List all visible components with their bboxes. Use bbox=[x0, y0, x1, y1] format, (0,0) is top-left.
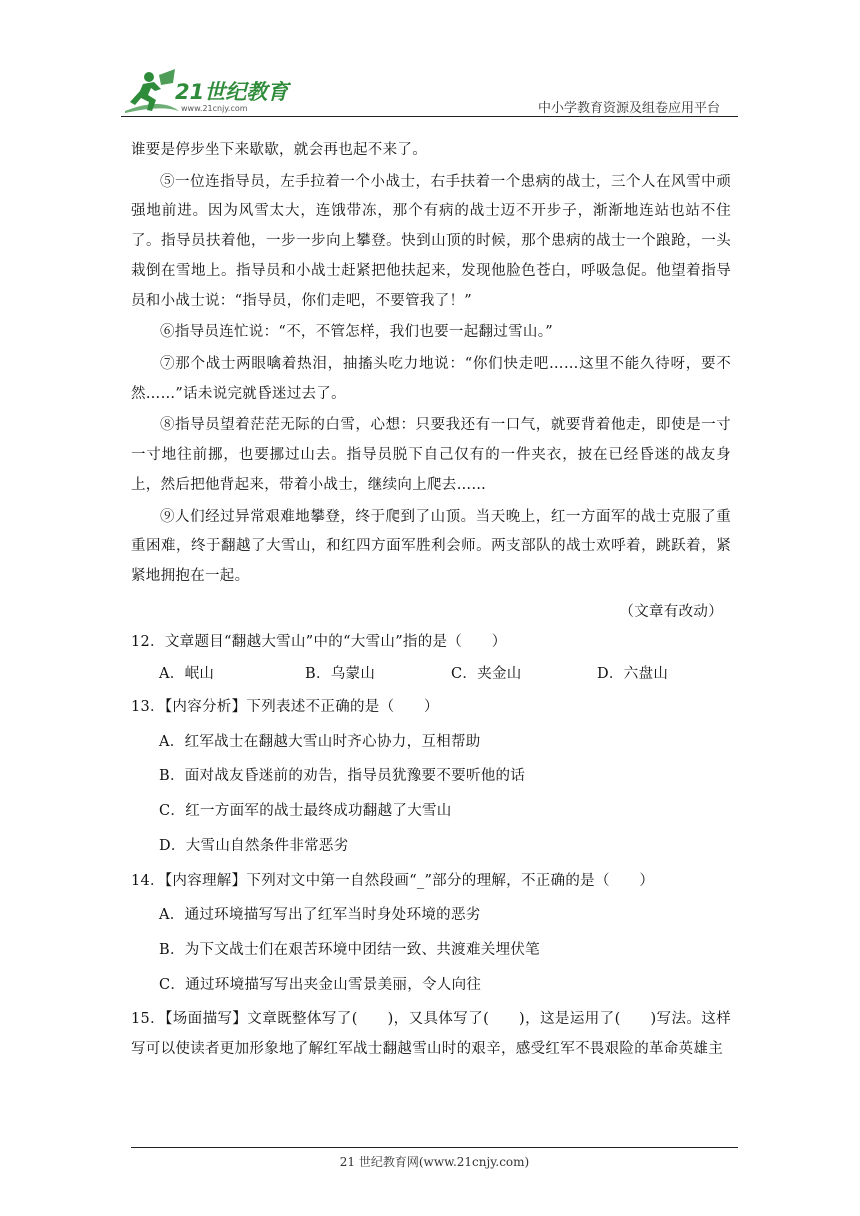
footer-divider bbox=[131, 1147, 738, 1148]
document-body bbox=[131, 136, 731, 1065]
passage-paragraph-6: ⑥指导员连忙说：“不，不管怎样，我们也要一起翻过雪山。” bbox=[160, 324, 553, 341]
page-footer bbox=[131, 1147, 738, 1170]
question-13-stem: 13．【内容分析】下列表述不正确的是（ ） bbox=[131, 698, 439, 715]
question-12-stem: 12．文章题目“翻越大雪山”中的“大雪山”指的是（ ） bbox=[131, 633, 507, 650]
passage-paragraph-9: ⑨人们经过异常艰难地攀登，终于爬到了山顶。当天晚上，红一方面军的战士克服了重重困难，终于翻越了大雪山，和红四方面军胜利会师。两支部队的战士欢呼着，跳跃着，紧紧地拥抱在一起。 bbox=[131, 508, 731, 585]
question-12-option-c: C．夹金山 bbox=[451, 666, 522, 683]
revision-note: （文章有改动） bbox=[619, 603, 723, 620]
logo-main-text: 21世纪教育 bbox=[175, 80, 289, 104]
question-13-option-a: A．红军战士在翻越大雪山时齐心协力，互相帮助 bbox=[159, 733, 481, 750]
passage-paragraph-8: ⑧指导员望着茫茫无际的白雪，心想：只要我还有一口气，就要背着他走，即使是一寸一寸地往前挪，也要挪过山去。指导员脱下自己仅有的一件夹衣，披在已经昏迷的战友身上，然后把他背起来，带着小战士，继续向上爬去…… bbox=[131, 417, 731, 493]
header-divider bbox=[121, 116, 738, 117]
question-12-option-a: A．岷山 bbox=[159, 666, 215, 683]
question-14-stem: 14．【内容理解】下列对文中第一自然段画“_”部分的理解，不正确的是（ ） bbox=[131, 872, 655, 889]
footer-text: 21 世纪教育网(www.21cnjy.com) bbox=[339, 1155, 530, 1169]
passage-paragraph-7: ⑦那个战士两眼噙着热泪，抽搐头吃力地说：“你们快走吧……这里不能久待呀，要不然……”话未说完就昏迷过去了。 bbox=[131, 356, 731, 402]
passage-paragraph-5: ⑤一位连指导员，左手拉着一个小战士，右手扶着一个患病的战士，三个人在风雪中顽强地前进。因为风雪太大，连饿带冻，那个有病的战士迈不开步子，渐渐地连站也站不住了。指导员扶着他，一步一步向上攀登。快到山顶的时候，那个患病的战士一个踉跄，一头栽倒在雪地上。指导员和小战士赶紧把他扶起来，发现他脸色苍白，呼吸急促。他望着指导员和小战士说：“指导员，你们走吧，不要管我了！” bbox=[131, 173, 731, 309]
question-14-option-b: B．为下文战士们在艰苦环境中团结一致、共渡难关埋伏笔 bbox=[159, 941, 540, 958]
platform-label: 中小学教育资源及组卷应用平台 bbox=[537, 101, 720, 116]
logo-21cnjy bbox=[121, 67, 291, 115]
question-13-option-c: C．红一方面军的战士最终成功翻越了大雪山 bbox=[159, 803, 452, 820]
question-12-option-b: B．乌蒙山 bbox=[305, 666, 376, 683]
question-14-option-c: C．通过环境描写写出夹金山雪景美丽，令人向往 bbox=[159, 976, 482, 993]
logo-sub-text: www.21cnjy.com bbox=[181, 104, 248, 113]
page-header bbox=[121, 67, 738, 117]
question-13-option-d: D．大雪山自然条件非常恶劣 bbox=[159, 837, 349, 854]
question-15-text: 15．【场面描写】文章既整体写了( )，又具体写了( )，这是运用了( )写法。这样写可以使读者更加形象地了解红军战士翻越雪山时的艰辛，感受红军不畏艰险的革命英雄主 bbox=[131, 1011, 731, 1058]
question-12-options bbox=[131, 660, 731, 690]
question-14-option-a: A．通过环境描写写出了红军当时身处环境的恶劣 bbox=[159, 907, 481, 924]
question-13-option-b: B．面对战友昏迷前的劝告，指导员犹豫要不要听他的话 bbox=[159, 768, 526, 785]
question-12-option-d: D．六盘山 bbox=[597, 666, 669, 683]
passage-paragraph-0: 谁要是停步坐下来歇歇，就会再也起不来了。 bbox=[131, 142, 427, 158]
